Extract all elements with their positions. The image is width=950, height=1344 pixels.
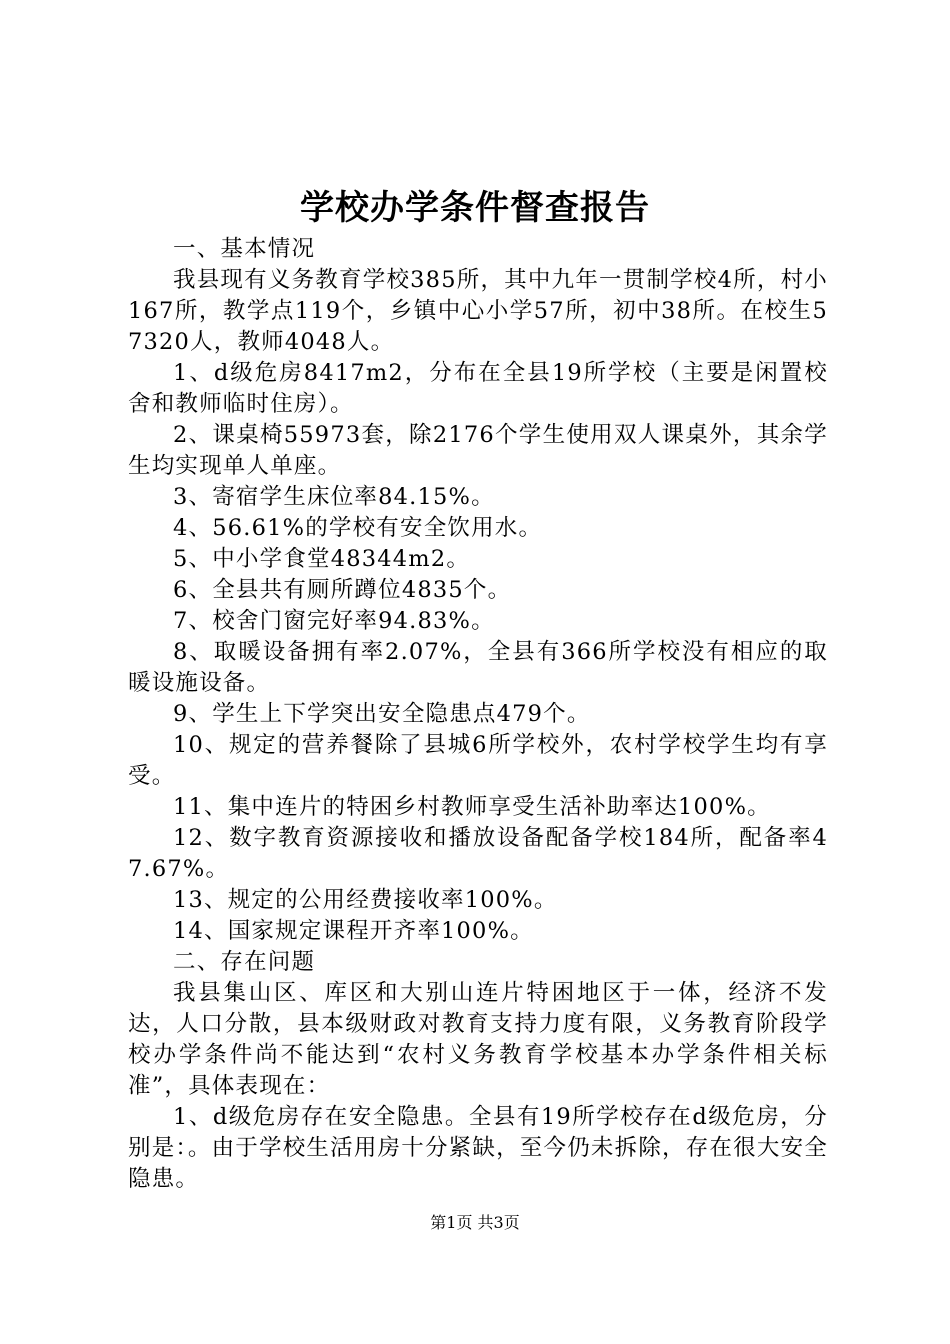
section-heading-problems: 二、存在问题 — [173, 949, 316, 975]
list-item-3: 3、寄宿学生床位率84.15%。 — [173, 484, 495, 510]
list-item-10: 10、规定的营养餐除了县城6所学校外，农村学校学生均有享受。 — [128, 732, 828, 789]
list-item-12: 12、数字教育资源接收和播放设备配备学校184所，配备率47.67%。 — [128, 825, 828, 882]
problem-item-1: 1、d级危房存在安全隐患。全县有19所学校存在d级危房，分别是：。由于学校生活用房十分紧缺，至今仍未拆除，存在很大安全隐患。 — [128, 1104, 828, 1192]
list-item-7: 7、校舍门窗完好率94.83%。 — [173, 608, 495, 634]
list-item-14: 14、国家规定课程开齐率100%。 — [173, 918, 534, 944]
list-item-8: 8、取暖设备拥有率2.07%，全县有366所学校没有相应的取暖设施设备。 — [128, 639, 828, 696]
paragraph-overview: 我县现有义务教育学校385所，其中九年一贯制学校4所，村小167所，教学点119个，乡镇中心小学57所，初中38所。在校生57320人，教师4048人。 — [128, 267, 828, 355]
list-item-13: 13、规定的公用经费接收率100%。 — [173, 887, 558, 913]
list-item-4: 4、56.61%的学校有安全饮用水。 — [173, 515, 543, 541]
list-item-5: 5、中小学食堂48344m2。 — [173, 546, 471, 572]
list-item-2: 2、课桌椅55973套，除2176个学生使用双人课桌外，其余学生均实现单人单座。 — [128, 422, 828, 479]
page-footer: 第1页 共3页 — [430, 1213, 520, 1232]
list-item-1: 1、d级危房8417m2，分布在全县19所学校（主要是闲置校舍和教师临时住房）。 — [128, 360, 828, 417]
section-heading-basic: 一、基本情况 — [173, 236, 316, 262]
list-item-9: 9、学生上下学突出安全隐患点479个。 — [173, 701, 591, 727]
list-item-11: 11、集中连片的特困乡村教师享受生活补助率达100%。 — [173, 794, 771, 820]
document-title: 学校办学条件督查报告 — [300, 188, 650, 228]
document-body — [128, 234, 828, 1195]
paragraph-problems-intro: 我县集山区、库区和大别山连片特困地区于一体，经济不发达，人口分散，县本级财政对教育支持力度有限，义务教育阶段学校办学条件尚不能达到“农村义务教育学校基本办学条件相关标准”，具体表现在： — [128, 980, 828, 1099]
list-item-6: 6、全县共有厕所蹲位4835个。 — [173, 577, 512, 603]
